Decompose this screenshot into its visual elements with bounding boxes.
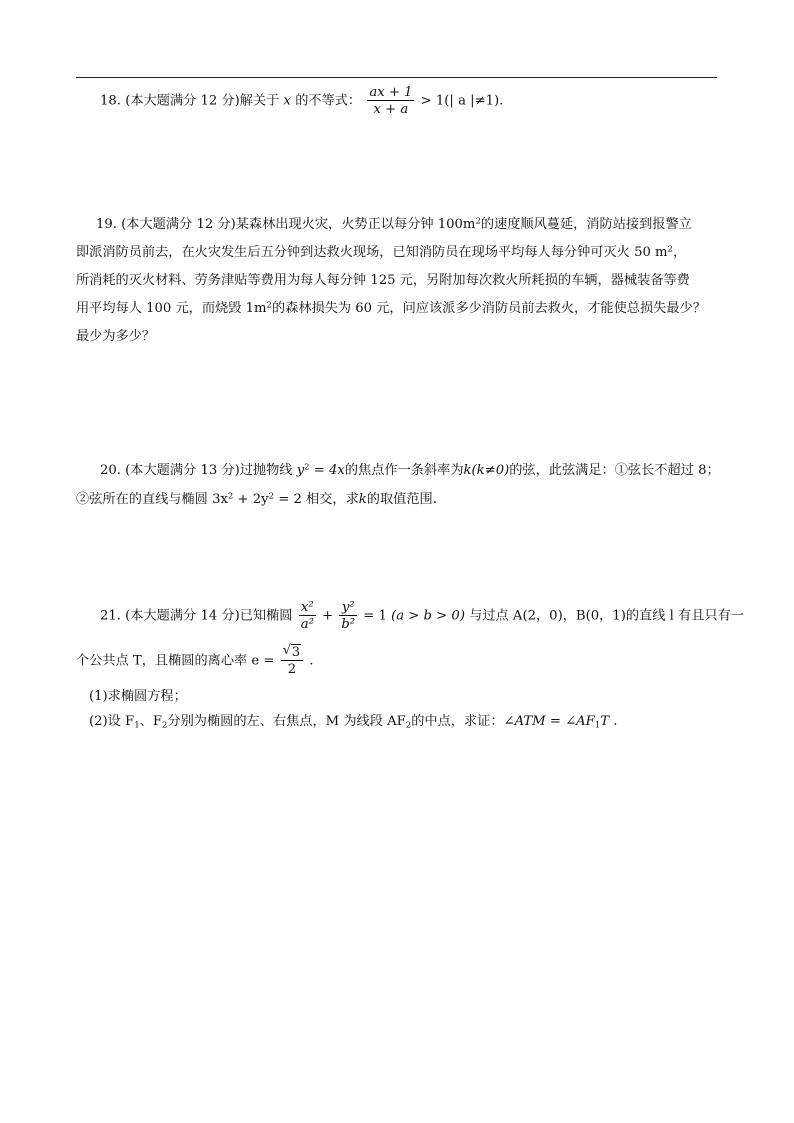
q20-line2-a: ②弦所在的直线与椭圆 3x — [76, 492, 228, 507]
q19-line-3 — [76, 274, 690, 287]
q21-part2-sub2: 2 — [161, 720, 168, 731]
q21-line-2 — [76, 643, 314, 678]
q21-sqrt-arg: 3 — [291, 645, 301, 660]
q21-part-2 — [89, 714, 618, 731]
q21-proof-sub: 1 — [594, 720, 601, 731]
q21-part2-c: 分别为椭圆的左、右焦点，M 为线段 AF — [167, 714, 406, 729]
q21-frac-x — [299, 601, 316, 631]
q20-line2-c: = 2 相交，求 — [274, 492, 359, 507]
q21-part-1 — [89, 690, 187, 703]
q21-frac1-num: x² — [300, 600, 314, 615]
q20-line2-sup2: 2 — [268, 491, 275, 502]
q21-eq-one: = 1 — [363, 608, 387, 624]
q20-line2-d: 的取值范围. — [366, 492, 437, 507]
q20-line-1 — [100, 464, 720, 477]
q20-parabola-y: y — [296, 463, 305, 478]
q19-line4-sup: 2 — [266, 300, 272, 311]
q19-line3: 所消耗的灭火材料、劳务津贴等费用为每人每分钟 125 元，另附加每次救火所耗损的车辆，器械装备等费 — [76, 273, 690, 288]
q21-proof-a: ∠ATM = ∠AF — [503, 714, 595, 729]
q21-part1-text: (1)求椭圆方程； — [89, 689, 187, 704]
q19-line-5 — [76, 330, 155, 343]
q20-slope: k(k≠0) — [463, 463, 510, 478]
q18-var-x: x — [283, 93, 291, 109]
q18-text-a: 解关于 — [239, 93, 280, 109]
q19-line-1 — [96, 218, 692, 231]
q20-line2-b: + 2y — [233, 492, 269, 507]
q19-line4-b: 的森林损失为 60 元，问应该派多少消防员前去救火，才能使总损失最少？ — [271, 301, 706, 316]
q21-sqrt-den: 2 — [281, 660, 303, 676]
q20-line2-sup1: 2 — [227, 491, 234, 502]
q19-line2-a: 即派消防员前去，在火灾发生后五分钟到达救火现场，已知消防员在现场平均每人每分钟可灭火 50 m — [76, 245, 668, 260]
q20-k: k — [358, 492, 367, 507]
q19-line4-a: 用平均每人 100 元，而烧毁 1m — [76, 301, 267, 316]
q18-tail: > 1(| a |≠1). — [420, 93, 504, 109]
q21-frac-y — [339, 601, 357, 631]
q20-parabola-rest: = 4x — [309, 463, 345, 478]
q20-parabola-sup: 2 — [304, 462, 310, 473]
q21-frac2-num: y² — [341, 600, 355, 615]
q21-cond: (a > b > 0) — [391, 608, 465, 624]
q20-line1-b: 的焦点作一条斜率为 — [344, 463, 464, 478]
question-18 — [100, 86, 503, 116]
q21-line1-b: 与过点 A(2，0)，B(0，1)的直线 l 有且只有一 — [469, 608, 744, 624]
q21-line2-a: 个公共点 T，且椭圆的离心率 e = — [76, 653, 275, 669]
q21-part2-sub1: 1 — [134, 720, 140, 731]
q18-fraction — [367, 86, 414, 116]
q20-line1-a: 20. (本大题满分 13 分)过抛物线 — [100, 463, 293, 478]
q20-line1-c: 的弦，此弦满足：①弦长不超过 8； — [509, 463, 720, 478]
q19-line2-sup: 2 — [667, 244, 673, 255]
q19-line1-sup: 2 — [475, 216, 481, 227]
q21-part2-sub3: 2 — [405, 720, 412, 731]
q19-line-2 — [76, 246, 686, 259]
q18-frac-den: x + a — [367, 100, 414, 116]
q21-part2-a: (2)设 F — [89, 714, 135, 729]
q20-line-2 — [76, 493, 437, 506]
q21-frac1-den: a² — [300, 617, 314, 633]
q21-frac2-den: b² — [341, 617, 356, 633]
q18-frac-num: ax + 1 — [369, 85, 413, 100]
q19-line1-a: 19. (本大题满分 12 分)某森林出现火灾，火势正以每分钟 100m — [96, 217, 476, 232]
header-rule — [76, 77, 717, 78]
q21-sqrt: √ 3 — [282, 643, 301, 660]
q18-text-b: 的不等式： — [295, 93, 362, 109]
q21-plus: + — [322, 608, 334, 624]
q21-line2-b: . — [309, 653, 314, 669]
q21-line-1 — [100, 601, 744, 631]
q19-line1-b: 的速度顺风蔓延，消防站接到报警立 — [480, 217, 692, 232]
q18-score: (本大题满分 12 分) — [125, 93, 240, 109]
q21-part2-e: . — [613, 714, 618, 729]
q21-eccentricity-fraction — [281, 643, 303, 678]
q18-number: 18. — [100, 93, 121, 109]
q21-line1-a: 21. (本大题满分 14 分)已知椭圆 — [100, 608, 293, 624]
q21-part2-b: 、F — [139, 714, 162, 729]
q19-line5: 最少为多少？ — [76, 329, 156, 344]
q19-line2-b: ， — [672, 245, 687, 260]
q21-part2-d: 的中点，求证： — [411, 714, 504, 729]
q19-line-4 — [76, 302, 706, 315]
q21-proof-b: T — [600, 714, 610, 729]
